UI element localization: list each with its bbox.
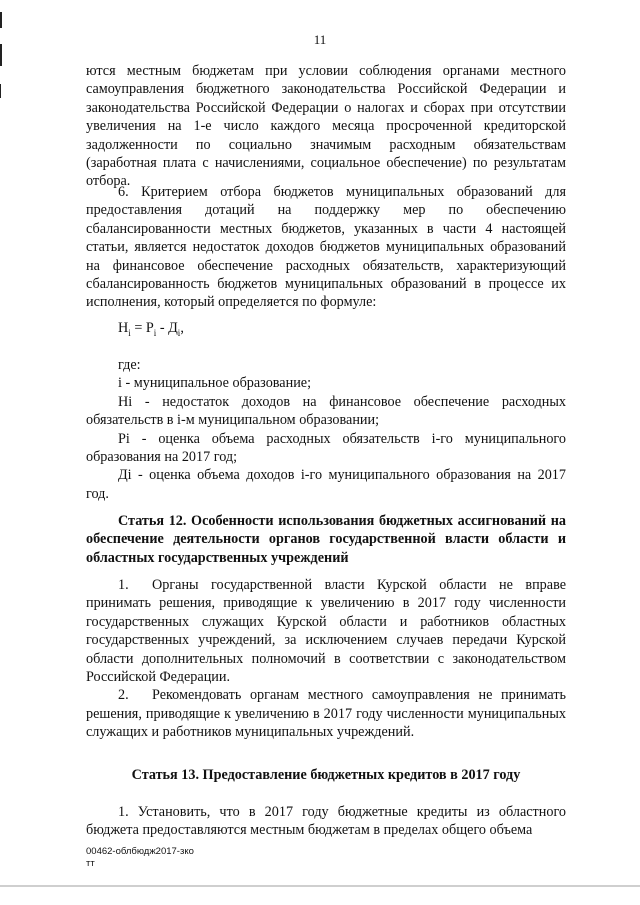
item-number: 2. xyxy=(118,687,129,704)
formula-p: P xyxy=(145,320,154,336)
para6-block xyxy=(86,183,566,312)
definition-item: Hi - недостаток доходов на финансовое обеспечение расходных обязательств в i-м муниципальном образовании; xyxy=(86,393,566,429)
formula-tail: , xyxy=(180,320,184,336)
scan-margin-mark xyxy=(0,885,640,887)
page-number: 11 xyxy=(313,32,327,47)
formula-block xyxy=(86,319,566,342)
definition-item: Pi - оценка объема расходных обязательств i-го муниципального образования на 2017 год; xyxy=(86,430,566,466)
article-12-items xyxy=(86,576,566,742)
document-code: 00462-облбюдж2017-зко xyxy=(86,846,194,857)
article-12-item xyxy=(86,576,566,686)
where-label: где: xyxy=(118,357,141,373)
scan-margin-mark xyxy=(0,12,2,28)
item-number: 1. xyxy=(118,577,129,593)
article-13-para xyxy=(86,803,566,840)
article-13-paragraph-1: 1. Установить, что в 2017 году бюджетные кредиты из областного бюджета предоставляются местным бюджетам в пределах общего объема xyxy=(86,804,566,839)
operator-initials: тт xyxy=(86,858,95,869)
intro-block xyxy=(86,62,566,191)
paragraph-6: 6. Критерием отбора бюджетов муниципальных образований для предоставления дотаций на поддержку мер по обеспечению сбалансированности местных бюджетов, указанных в части 4 настоящей статьи, является недостаток доходов бюджетов муниципальных образований на финансовое обеспечение расходных обязательств, характеризующий сбалансированность бюджетов муниципальных образований в процессе их исполнения, который определяется по формуле: xyxy=(86,184,566,311)
article-12 xyxy=(86,512,566,567)
formula-d: Д xyxy=(168,320,178,336)
article-12-title: Статья 12. Особенности использования бюджетных ассигнований на обеспечение деятельности органов государственной власти области и областных государственных учреждений xyxy=(86,513,566,566)
footer xyxy=(86,846,194,870)
definition-item: Дi - оценка объема доходов i-го муниципального образования на 2017 год. xyxy=(86,467,566,502)
intro-paragraph: ются местным бюджетам при условии соблюдения органами местного самоуправления бюджетного законодательства Российской Федерации и законодательства Российской Федерации о налогах и сборах при отсутствии увеличения на 1-е число каждого месяца просроченной кредиторской задолженности по социально значимым расходным обязательствам (заработная плата с начислениями, социальное обеспечение) по результатам отбора. xyxy=(86,63,566,190)
formula-p-sub: i xyxy=(153,327,157,338)
formula-eq: = xyxy=(130,320,146,336)
article-13 xyxy=(86,766,566,784)
formula-lhs: H xyxy=(118,320,129,336)
item-text: Рекомендовать органам местного самоуправления не принимать решения, приводящие к увеличению в 2017 году численности муниципальных служащих и работников муниципальных учреждений. xyxy=(86,687,566,741)
scan-margin-mark xyxy=(0,84,1,98)
formula xyxy=(86,319,566,342)
formula-lhs-sub: i xyxy=(128,327,131,338)
definition-item: i - муниципальное образование; xyxy=(118,375,312,392)
article-12-item xyxy=(86,686,566,741)
article-13-title: Статья 13. Предоставление бюджетных кредитов в 2017 году xyxy=(131,767,521,783)
formula-minus: - xyxy=(156,320,169,336)
definitions-block xyxy=(86,356,566,503)
formula-d-sub: i xyxy=(177,327,181,338)
item-text: Органы государственной власти Курской области не вправе принимать решения, приводящие к увеличению в 2017 году численности государственных служащих Курской области и работников областных государственных учреждений, за исключением случаев передачи Курской области дополнительных полномочий в соответствии с законодательством Российской Федерации. xyxy=(86,577,566,686)
